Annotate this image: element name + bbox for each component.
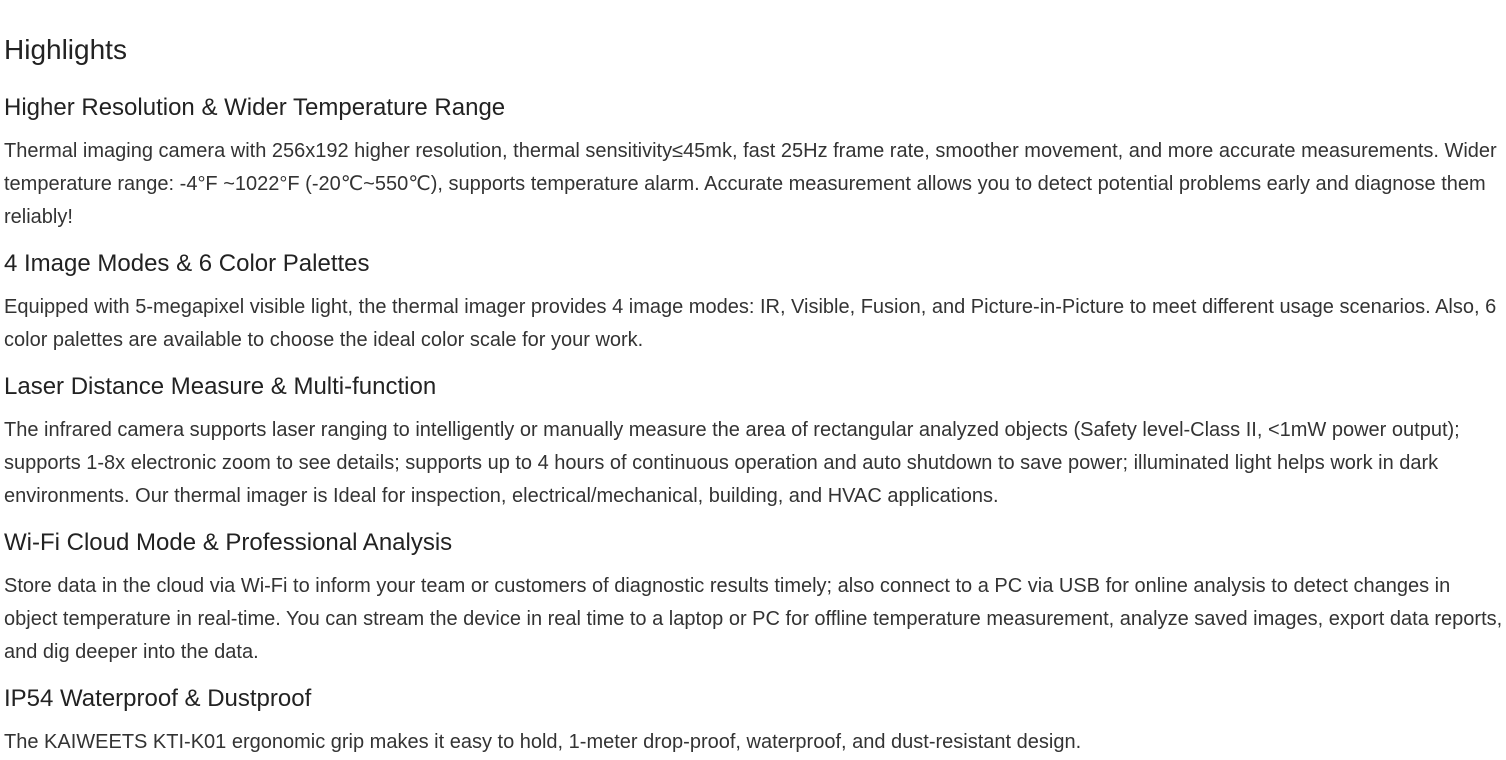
section-body-laser: The infrared camera supports laser ranging to intelligently or manually measure the area of rectangular analyzed objects (Safety level-Class II, <1mW power output); supports 1-8x electronic zoom to see details; supports up to 4 hours of continuous operation and auto shutdown to save power; illuminated light helps work in dark environments. Our thermal imager is Ideal for inspection, electrical/mechanical, building, and HVAC applications. [4,419,1460,507]
section-body-wifi: Store data in the cloud via Wi-Fi to inform your team or customers of diagnostic results timely; also connect to a PC via USB for online analysis to detect changes in object temperature in real-time. You can stream the device in real time to a laptop or PC for offline temperature measurement, analyze saved images, export data reports, and dig deeper into the data. [4,575,1503,663]
page-title: Highlights [4,34,127,65]
section-heading-laser: Laser Distance Measure & Multi-function [4,373,437,400]
section-heading-image-modes: 4 Image Modes & 6 Color Palettes [4,250,370,277]
section-body-resolution: Thermal imaging camera with 256x192 higher resolution, thermal sensitivity≤45mk, fast 25Hz frame rate, smoother movement, and more accurate measurements. Wider temperature range: -4°F ~1022°F (-20℃~550℃), supports temperature alarm. Accurate measurement allows you to detect potential problems early and diagnose them reliably! [4,140,1497,228]
section-heading-resolution: Higher Resolution & Wider Temperature Range [4,94,506,121]
section-body-image-modes: Equipped with 5-megapixel visible light, the thermal imager provides 4 image modes: IR, Visible, Fusion, and Picture-in-Picture to meet different usage scenarios. Also, 6 color palettes are available to choose the ideal color scale for your work. [4,296,1497,351]
section-heading-wifi: Wi-Fi Cloud Mode & Professional Analysis [4,529,453,556]
section-heading-ip54: IP54 Waterproof & Dustproof [4,685,312,712]
section-body-ip54: The KAIWEETS KTI-K01 ergonomic grip makes it easy to hold, 1-meter drop-proof, waterproof, and dust-resistant design. [4,731,1082,753]
